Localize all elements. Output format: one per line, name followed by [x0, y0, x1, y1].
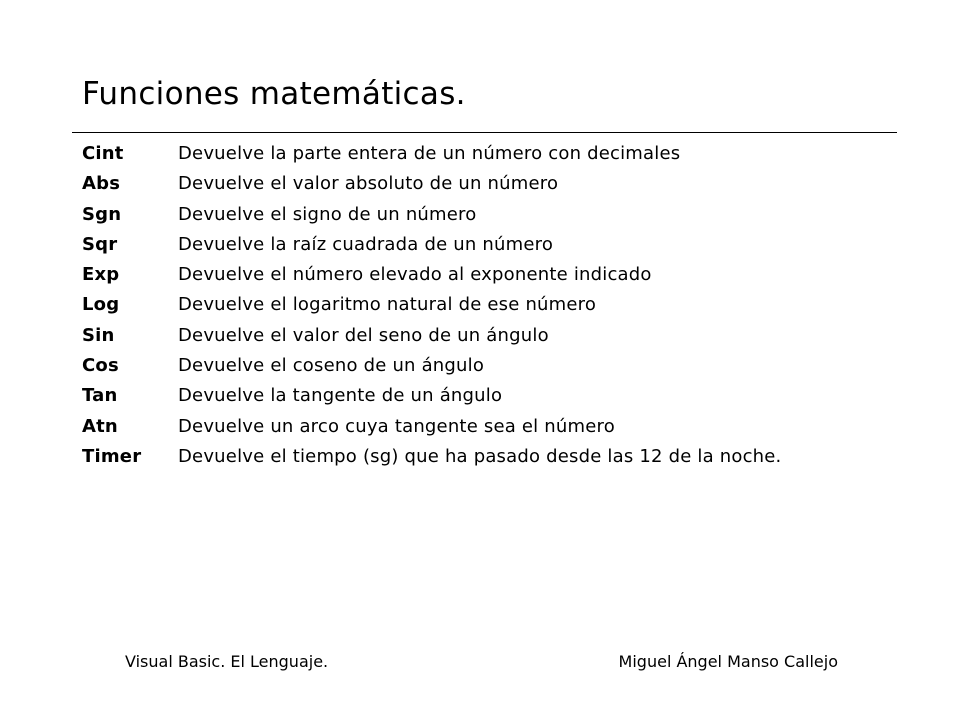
function-row: [82, 294, 882, 324]
slide-title: Funciones matemáticas.: [82, 76, 466, 112]
function-description: Devuelve el signo de un número: [178, 203, 477, 225]
function-name: Log: [82, 294, 120, 316]
function-name: Timer: [82, 445, 142, 467]
function-row: [82, 446, 882, 476]
function-name: Tan: [82, 385, 118, 407]
function-description: Devuelve el valor del seno de un ángulo: [178, 324, 549, 346]
function-name: Cos: [82, 355, 119, 377]
function-description: Devuelve el valor absoluto de un número: [178, 173, 559, 195]
function-row: [82, 173, 882, 203]
function-name: Sqr: [82, 233, 118, 255]
function-row: [82, 355, 882, 385]
function-name: Sin: [82, 324, 115, 346]
function-name: Cint: [82, 143, 124, 164]
footer-course-title: Visual Basic. El Lenguaje.: [125, 652, 329, 671]
function-row: [82, 143, 882, 173]
function-row: [82, 325, 882, 355]
function-name: Exp: [82, 264, 120, 286]
function-row: [82, 234, 882, 264]
function-description: Devuelve la raíz cuadrada de un número: [178, 233, 554, 255]
function-row: [82, 264, 882, 294]
function-row: [82, 204, 882, 234]
footer-author: Miguel Ángel Manso Callejo: [618, 652, 838, 671]
function-description: Devuelve el logaritmo natural de ese número: [178, 294, 597, 316]
function-row: [82, 385, 882, 415]
function-description: Devuelve el número elevado al exponente indicado: [178, 264, 652, 286]
title-divider: [72, 132, 897, 133]
function-row: [82, 416, 882, 446]
function-name: Sgn: [82, 203, 122, 225]
function-description: Devuelve el coseno de un ángulo: [178, 355, 485, 377]
function-description: Devuelve la parte entera de un número con decimales: [178, 143, 681, 164]
function-name: Atn: [82, 415, 118, 437]
function-list: [82, 143, 882, 476]
function-description: Devuelve un arco cuya tangente sea el número: [178, 415, 615, 437]
function-description: Devuelve la tangente de un ángulo: [178, 385, 503, 407]
function-description: Devuelve el tiempo (sg) que ha pasado desde las 12 de la noche.: [178, 445, 782, 467]
function-name: Abs: [82, 173, 121, 195]
